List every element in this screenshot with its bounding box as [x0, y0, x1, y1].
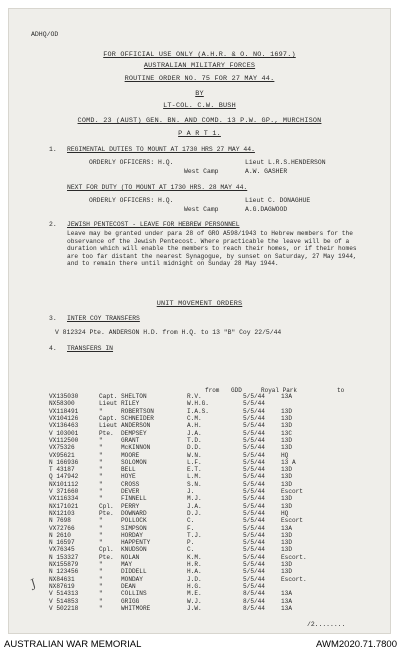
cell-date: 5/5/44	[243, 488, 265, 496]
cell-date: 5/5/44	[243, 568, 265, 576]
cell-service-number: V 103001	[49, 429, 79, 437]
cell-posted-unit: 13 A	[281, 458, 296, 466]
cell-date: 5/5/44	[243, 466, 265, 474]
cell-surname: RILEY	[121, 400, 140, 408]
cell-posted-unit: 13D	[281, 436, 292, 444]
section-1-number: 1.	[49, 146, 57, 153]
table-row	[49, 394, 321, 401]
cell-posted-unit: 13D	[281, 407, 292, 415]
cell-initials: J.	[187, 488, 195, 496]
cell-posted-unit: 13D	[281, 539, 292, 547]
cell-rank: "	[99, 517, 103, 525]
archive-accession-number: AWM2020.71.7800	[316, 639, 397, 650]
cell-initials: K.M.	[187, 553, 202, 561]
cell-surname: HAPPENTY	[121, 539, 151, 547]
section-4-number: 4.	[49, 345, 57, 352]
s1-row2-label: West Camp	[184, 168, 219, 175]
cell-surname: DEVER	[121, 488, 140, 496]
cell-initials: E.T.	[187, 466, 202, 474]
cell-date: 5/5/44	[243, 531, 265, 539]
cell-rank: Cpl.	[99, 546, 114, 554]
cell-surname: ROBERTSON	[121, 407, 154, 415]
cell-rank: "	[99, 590, 103, 598]
cell-rank: "	[99, 539, 103, 547]
transfers-in-rows	[49, 394, 321, 613]
file-reference: ADHQ/OD	[31, 31, 59, 38]
cell-posted-unit: 13D	[281, 466, 292, 474]
cell-initials: J.W.	[187, 604, 202, 612]
s1b-row1-value: Lieut C. DONAGHUE	[245, 197, 311, 204]
cell-date: 5/5/44	[243, 480, 265, 488]
cell-service-number: VX72766	[49, 524, 75, 532]
section-3-line: V 812324 Pte. ANDERSON H.D. from H.Q. to 13 "B" Coy 22/5/44	[55, 329, 282, 336]
cell-service-number: NX87619	[49, 582, 75, 590]
cell-initials: J.A.	[187, 502, 202, 510]
cell-date: 5/5/44	[243, 422, 265, 430]
cell-service-number: N 123456	[49, 568, 79, 576]
cell-posted-unit: 13D	[281, 502, 292, 510]
cell-surname: COLLINS	[121, 590, 147, 598]
col-to: to	[337, 387, 345, 394]
cell-initials: P.	[187, 539, 195, 547]
cell-rank: "	[99, 582, 103, 590]
cell-date: 5/5/44	[243, 436, 265, 444]
cell-date: 5/5/44	[243, 546, 265, 554]
cell-rank: Lieut	[99, 422, 118, 430]
part-heading: P A R T 1.	[178, 130, 221, 138]
cell-service-number: VX76345	[49, 546, 75, 554]
cell-surname: DEAN	[121, 582, 136, 590]
cell-rank: "	[99, 561, 103, 569]
cell-rank: Capt.	[99, 415, 118, 423]
cell-rank: Pte.	[99, 509, 114, 517]
cell-surname: PERRY	[121, 502, 140, 510]
cell-posted-unit: 13D	[281, 480, 292, 488]
cell-surname: SIMPSON	[121, 524, 147, 532]
cell-rank: "	[99, 524, 103, 532]
cell-initials: H.A.	[187, 568, 202, 576]
cell-surname: DIDDELL	[121, 568, 147, 576]
cell-surname: GRIGG	[121, 597, 140, 605]
cell-surname: ANDERSON	[121, 422, 151, 430]
cell-posted-unit: 13C	[281, 429, 292, 437]
cell-posted-unit: Escort.	[281, 553, 307, 561]
cell-surname: DEMPSEY	[121, 429, 147, 437]
cell-initials: W.J.	[187, 597, 202, 605]
cell-initials: H.G.	[187, 582, 202, 590]
cell-initials: M.J.	[187, 495, 202, 503]
section-3-number: 3.	[49, 315, 57, 322]
cell-date: 5/5/44	[243, 444, 265, 452]
cell-service-number: NX155879	[49, 561, 79, 569]
security-heading: FOR OFFICIAL USE ONLY (A.H.R. & O. NO. 1697.)	[103, 51, 296, 59]
cell-rank: Cpl.	[99, 502, 114, 510]
cell-initials: T.J.	[187, 531, 202, 539]
cell-posted-unit: 13D	[281, 473, 292, 481]
cell-posted-unit: 13A	[281, 524, 292, 532]
cell-date: 5/5/44	[243, 539, 265, 547]
cell-posted-unit: 13A	[281, 597, 292, 605]
section-2-number: 2.	[49, 221, 57, 228]
cell-rank: "	[99, 480, 103, 488]
by-line: BY	[195, 90, 204, 98]
s1-row1-label: ORDERLY OFFICERS: H.Q.	[89, 159, 174, 166]
cell-service-number: NX58300	[49, 400, 75, 408]
cell-initials: S.N.	[187, 480, 202, 488]
cell-service-number: V 514853	[49, 597, 79, 605]
cell-surname: POLLOCK	[121, 517, 147, 525]
cell-date: 5/5/44	[243, 429, 265, 437]
cell-initials: A.H.	[187, 422, 202, 430]
cell-posted-unit: 13A	[281, 590, 292, 598]
cell-service-number: VX136463	[49, 422, 79, 430]
command-line: COMD. 23 (AUST) GEN. BN. AND COMD. 13 P.W. GP., MURCHISON	[77, 117, 322, 125]
s1b-row2-value: A.G.DAGWOOD	[245, 206, 288, 213]
continuation-marker: /2........	[307, 621, 346, 628]
cell-posted-unit: HQ	[281, 451, 289, 459]
cell-service-number: N 153327	[49, 553, 79, 561]
cell-service-number: T 43187	[49, 466, 75, 474]
cell-surname: FINNELL	[121, 495, 147, 503]
cell-date: 8/5/44	[243, 590, 265, 598]
cell-posted-unit: 13D	[281, 561, 292, 569]
section-1-title: REGIMENTAL DUTIES TO MOUNT AT 1730 HRS 27 MAY 44.	[67, 146, 255, 153]
cell-date: 8/5/44	[243, 604, 265, 612]
cell-posted-unit: 13A	[281, 393, 292, 401]
cell-service-number: NX101112	[49, 480, 79, 488]
cell-service-number: VX135030	[49, 393, 79, 401]
cell-surname: HOYE	[121, 473, 136, 481]
cell-date: 5/5/44	[243, 407, 265, 415]
cell-date: 5/5/44	[243, 400, 265, 408]
cell-date: 5/5/44	[243, 451, 265, 459]
cell-date: 5/5/44	[243, 473, 265, 481]
cell-surname: GRANT	[121, 436, 140, 444]
cell-surname: MOORE	[121, 451, 140, 459]
cell-service-number: V 371660	[49, 488, 79, 496]
cell-service-number: NX84631	[49, 575, 75, 583]
cell-date: 5/5/44	[243, 517, 265, 525]
cell-surname: MONDAY	[121, 575, 143, 583]
cell-posted-unit: 13D	[281, 415, 292, 423]
s1-row2-value: A.W. GASHER	[245, 168, 288, 175]
section-2-title: JEWISH PENTECOST - LEAVE FOR HEBREW PERSONNEL	[67, 221, 240, 228]
col-royal-park: Royal Park	[261, 387, 298, 394]
cell-surname: MAY	[121, 561, 132, 569]
cell-rank: "	[99, 436, 103, 444]
cell-date: 5/5/44	[243, 509, 265, 517]
section-2-body: Leave may be granted under para 28 of GRO A598/1943 to Hebrew members for the observance of the Jewish Pentecost. Where practicable the leave will be of a duration which will enable the members to reach their homes, or if their homes are too far distant the nearest Synagogue, by sunset on Saturday, 27 May 1944, and to remain there until midnight on Sunday 28 May 1944.	[67, 230, 357, 268]
cell-date: 5/5/44	[243, 393, 265, 401]
cell-posted-unit: 13A	[281, 604, 292, 612]
cell-posted-unit: Escort.	[281, 575, 307, 583]
routine-order-heading: ROUTINE ORDER NO. 75 FOR 27 MAY 44.	[124, 75, 275, 83]
table-row	[49, 606, 321, 613]
cell-posted-unit: 13D	[281, 495, 292, 503]
cell-posted-unit: 13D	[281, 444, 292, 452]
cell-service-number: VX112500	[49, 436, 79, 444]
cell-service-number: NX171021	[49, 502, 79, 510]
cell-initials: F.	[187, 524, 195, 532]
cell-service-number: VX104126	[49, 415, 79, 423]
cell-posted-unit: 13D	[281, 422, 292, 430]
s1b-row1-label: ORDERLY OFFICERS: H.Q.	[89, 197, 174, 204]
cell-posted-unit: HQ	[281, 509, 289, 517]
cell-rank: "	[99, 451, 103, 459]
cell-surname: WHITMORE	[121, 604, 151, 612]
cell-date: 5/5/44	[243, 553, 265, 561]
handwritten-signature: J	[28, 576, 39, 591]
s1-row1-value: Lieut L.R.S.HENDERSON	[245, 159, 326, 166]
cell-initials: H.R.	[187, 561, 202, 569]
cell-date: 5/5/44	[243, 575, 265, 583]
transfers-in-table	[49, 394, 321, 613]
cell-rank: "	[99, 575, 103, 583]
cell-rank: "	[99, 531, 103, 539]
cell-date: 5/5/44	[243, 582, 265, 590]
cell-initials: L.F.	[187, 458, 202, 466]
cell-initials: R.V.	[187, 393, 202, 401]
cell-initials: W.H.G.	[187, 400, 209, 408]
cell-rank: "	[99, 407, 103, 415]
cell-initials: T.D.	[187, 436, 202, 444]
cell-posted-unit: Escort	[281, 488, 303, 496]
cell-rank: "	[99, 604, 103, 612]
cell-initials: L.M.	[187, 473, 202, 481]
cell-surname: DOWNARD	[121, 509, 147, 517]
cell-initials: C.M.	[187, 415, 202, 423]
cell-service-number: VX118491	[49, 407, 79, 415]
cell-date: 5/5/44	[243, 415, 265, 423]
s1b-row2-label: West Camp	[184, 206, 219, 213]
cell-rank: "	[99, 473, 103, 481]
cell-rank: "	[99, 444, 103, 452]
cell-service-number: VX75326	[49, 444, 75, 452]
cell-surname: SHELTON	[121, 393, 147, 401]
cell-service-number: N 7698	[49, 517, 71, 525]
cell-initials: D.J.	[187, 509, 202, 517]
cell-rank: "	[99, 597, 103, 605]
cell-initials: M.E.	[187, 590, 202, 598]
cell-service-number: NX12103	[49, 509, 75, 517]
cell-date: 5/5/44	[243, 495, 265, 503]
cell-initials: C.	[187, 546, 195, 554]
col-from: from	[205, 387, 220, 394]
section-1b-title: NEXT FOR DUTY (TO MOUNT AT 1730 HRS. 28 MAY 44.	[67, 184, 248, 191]
cell-surname: NOLAN	[121, 553, 140, 561]
unit-movement-heading: UNIT MOVEMENT ORDERS	[156, 300, 243, 308]
cell-posted-unit: 13D	[281, 531, 292, 539]
cell-service-number: N 166936	[49, 458, 79, 466]
cell-surname: SOLOMON	[121, 458, 147, 466]
force-heading: AUSTRALIAN MILITARY FORCES	[143, 62, 256, 70]
cell-surname: McKINNON	[121, 444, 151, 452]
cell-rank: Capt.	[99, 393, 118, 401]
cell-date: 5/5/44	[243, 458, 265, 466]
cell-rank: "	[99, 568, 103, 576]
document-page	[8, 8, 391, 634]
cell-date: 5/5/44	[243, 502, 265, 510]
cell-service-number: VX95621	[49, 451, 75, 459]
cell-initials: W.N.	[187, 451, 202, 459]
cell-initials: I.A.S.	[187, 407, 209, 415]
cell-surname: HORDAY	[121, 531, 143, 539]
cell-date: 5/5/44	[243, 524, 265, 532]
archive-credit: AUSTRALIAN WAR MEMORIAL	[4, 639, 142, 650]
cell-posted-unit: 13D	[281, 546, 292, 554]
cell-initials: C.	[187, 517, 195, 525]
cell-service-number: VX116334	[49, 495, 79, 503]
cell-service-number: N 2610	[49, 531, 71, 539]
cell-rank: "	[99, 495, 103, 503]
cell-initials: J.A.	[187, 429, 202, 437]
cell-service-number: Q 147942	[49, 473, 79, 481]
cell-service-number: V 514313	[49, 590, 79, 598]
cell-service-number: N 16597	[49, 539, 75, 547]
section-3-title: INTER COY TRANSFERS	[67, 315, 140, 322]
cell-rank: "	[99, 466, 103, 474]
cell-surname: SCHNEIDER	[121, 415, 154, 423]
col-gdd: GDD	[231, 387, 242, 394]
cell-date: 5/5/44	[243, 561, 265, 569]
cell-posted-unit: 13D	[281, 568, 292, 576]
cell-rank: "	[99, 458, 103, 466]
cell-posted-unit: Escort	[281, 517, 303, 525]
cell-initials: J.D.	[187, 575, 202, 583]
commander-line: LT-COL. C.W. BUSH	[163, 102, 236, 110]
cell-surname: BELL	[121, 466, 136, 474]
cell-rank: Pte.	[99, 553, 114, 561]
cell-initials: D.D.	[187, 444, 202, 452]
section-4-title: TRANSFERS IN	[67, 345, 114, 352]
cell-service-number: V 502218	[49, 604, 79, 612]
cell-surname: KNUDSON	[121, 546, 147, 554]
cell-date: 8/5/44	[243, 597, 265, 605]
cell-surname: CROSS	[121, 480, 140, 488]
cell-rank: Pte.	[99, 429, 114, 437]
cell-rank: "	[99, 488, 103, 496]
cell-rank: Lieut	[99, 400, 118, 408]
table-row	[49, 576, 321, 583]
